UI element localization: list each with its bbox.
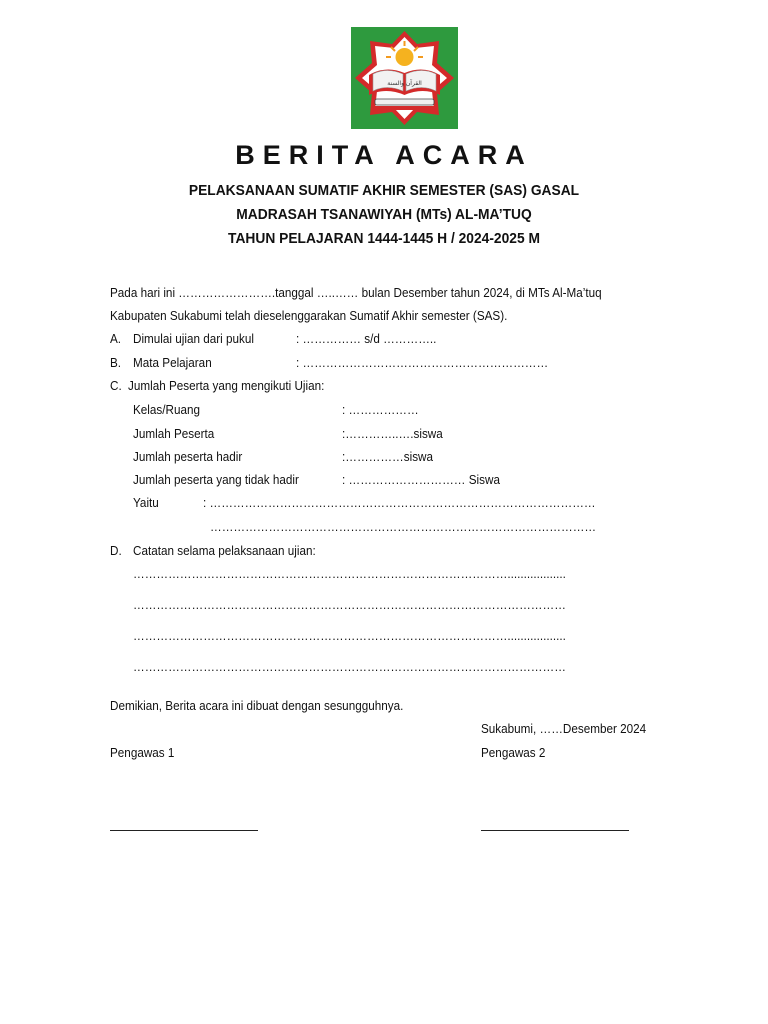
subtitle-line-2: MADRASAH TSANAWIYAH (MTs) AL-MA’TUQ	[236, 206, 532, 223]
c-row-value: : ………………	[342, 402, 419, 417]
intro-line-2: Kabupaten Sukabumi telah dieselenggarakan Sumatif Akhir semester (SAS).	[110, 308, 508, 323]
item-b-marker: B.	[110, 355, 122, 370]
signer-2-label: Pengawas 2	[481, 745, 546, 760]
signature-line-2	[481, 830, 629, 831]
item-c-label: Jumlah Peserta yang mengikuti Ujian:	[128, 378, 325, 393]
item-b-value: : ………………………………………………………	[296, 355, 549, 370]
item-b-label: Mata Pelajaran	[133, 355, 212, 370]
item-c-marker: C.	[110, 378, 122, 393]
c-row-label: Jumlah Peserta	[133, 426, 215, 441]
yaitu-label: Yaitu	[133, 495, 159, 510]
subtitle-line-3: TAHUN PELAJARAN 1444-1445 H / 2024-2025 M	[228, 230, 540, 247]
notes-line: …………………………………………………………………………………………………	[133, 597, 566, 612]
c-row-label: Kelas/Ruang	[133, 402, 201, 417]
c-row-label: Jumlah peserta hadir	[133, 449, 243, 464]
item-d-marker: D.	[110, 543, 122, 558]
madrasah-logo	[351, 27, 458, 129]
yaitu-value-2: ………………………………………………………………………………………	[210, 519, 597, 534]
item-a-value: : …………… s/d …………..	[296, 331, 437, 346]
item-d-label: Catatan selama pelaksanaan ujian:	[133, 543, 316, 558]
closing-statement: Demikian, Berita acara ini dibuat dengan sesungguhnya.	[110, 698, 404, 713]
item-a-marker: A.	[110, 331, 122, 346]
notes-line: ……………………………………………………………………………………..................	[133, 566, 566, 581]
notes-line: …………………………………………………………………………………………………	[133, 659, 566, 674]
c-row-label: Jumlah peserta yang tidak hadir	[133, 472, 299, 487]
document-title: BERITA ACARA	[235, 140, 533, 170]
c-row-value: : ………………………… Siswa	[342, 472, 500, 487]
logo-text: القرآن والسنة	[387, 80, 422, 87]
intro-line-1: Pada hari ini …………………….tanggal …..…… bulan Desember tahun 2024, di MTs Al-Ma’tuq	[110, 285, 602, 300]
yaitu-value-1: : ………………………………………………………………………………………	[203, 495, 596, 510]
signer-1-label: Pengawas 1	[110, 745, 175, 760]
place-date: Sukabumi, ……Desember 2024	[481, 721, 647, 736]
signature-line-1	[110, 830, 258, 831]
c-row-value: :…………..….siswa	[342, 426, 443, 441]
notes-line: ……………………………………………………………………………………..................	[133, 628, 566, 643]
item-a-label: Dimulai ujian dari pukul	[133, 331, 254, 346]
c-row-value: :……………siswa	[342, 449, 434, 464]
subtitle-line-1: PELAKSANAAN SUMATIF AKHIR SEMESTER (SAS) GASAL	[188, 182, 580, 199]
